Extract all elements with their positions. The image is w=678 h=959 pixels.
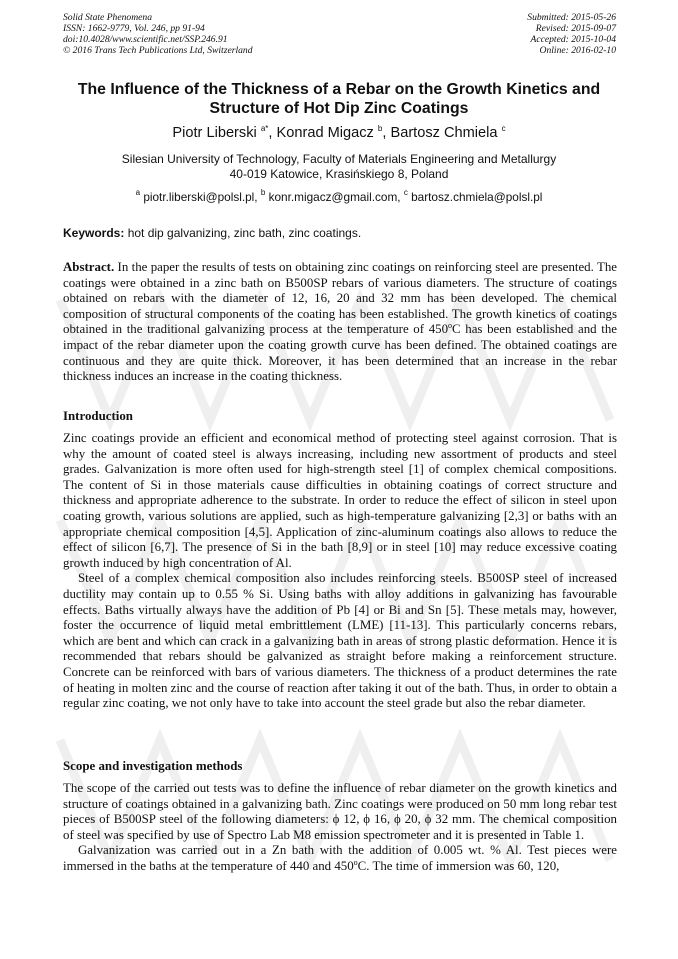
affiliation: [50, 152, 628, 182]
issn: ISSN: 1662-9779, Vol. 246, pp 91-94: [63, 23, 205, 34]
scope-paragraph: The scope of the carried out tests was to define the influence of rebar diameter on the growth kinetics and structure of coatings obtained in a galvanizing bath. Zinc coatings were produced on 50 mm long rebar test pieces of B500SP steel of the following diameters: ϕ 12, ϕ 16, ϕ 20, ϕ 32 mm. The chemical composition of steel was specified by use of Spectro Lab M8 emission spectrometer and it is presented in Table 1.: [63, 781, 617, 842]
header-right: [527, 12, 616, 56]
header-left: [63, 12, 253, 56]
journal-name: Solid State Phenomena: [63, 12, 152, 23]
accepted-date: Accepted: 2015-10-04: [530, 34, 616, 45]
submitted-date: Submitted: 2015-05-26: [527, 12, 616, 23]
author-name: Bartosz Chmiela: [390, 125, 498, 141]
email-separator: ,: [254, 190, 261, 204]
abstract-label: Abstract.: [63, 260, 115, 274]
author-affiliation-mark: c: [501, 124, 506, 133]
author-separator: ,: [382, 125, 391, 141]
email-separator: ,: [397, 190, 404, 204]
author-name: Konrad Migacz: [276, 125, 374, 141]
author-separator: ,: [268, 125, 277, 141]
introduction-heading: Introduction: [63, 409, 133, 423]
email-address[interactable]: bartosz.chmiela@polsl.pl: [411, 190, 543, 204]
scope-text-continued: C. The time of immersion was 60, 120,: [357, 858, 560, 873]
abstract: [63, 260, 617, 385]
degree-mark: o: [353, 857, 358, 867]
author-affiliation-mark: a*: [260, 124, 269, 133]
copyright: © 2016 Trans Tech Publications Ltd, Switzerland: [63, 45, 253, 56]
revised-date: Revised: 2015-09-07: [535, 23, 616, 34]
email-list: [50, 190, 628, 204]
introduction-paragraph: Zinc coatings provide an efficient and economical method of protecting steel against corrosion. That is why the amount of coated steel is always increasing, including new assortment of products and steel grades. Galvanization is more often used for high-strength steel [1] of complex chemical compositions. The content of Si in those materials cause difficulties in obtaining coatings of correct structure and thickness and appropriate adherence to the substrate. In order to reduce the effect of silicon in steel upon coating growth, various solutions are applied, such as high-temperature galvanizing [2,3] or baths with an appropriate chemical composition [4,5]. Application of zinc-aluminum coatings also allows to reduce the effect of silicon [6,7]. The presence of Si in the bath [8,9] or in steel [10] may reduce excessive coating growth induced by high concentration of Al.: [63, 431, 617, 570]
abstract-text-continued: C has been established and the impact of the rebar diameter upon the coating growth curve has been defined. The obtained coatings are continuous and they are quite thick. Moreover, it has been determined that an increase in the rebar thickness induces an increase in the coating thickness.: [63, 322, 617, 384]
scope-text: Galvanization was carried out in a Zn bath with the addition of 0.005 wt. % Al. Test pieces were immersed in the baths at the temperature of 440 and 450: [63, 843, 617, 873]
introduction-paragraph: Steel of a complex chemical composition also includes reinforcing steels. B500SP steel of increased ductility may contain up to 0.55 % Si. Using baths with alloy additions in galvanizing has favourable effects. Baths virtually always have the addition of Pb [4] or Bi and Sn [5]. These metals may, however, foster the occurrence of liquid metal embrittlement (LME) [11-13]. This particularly concerns rebars, which are bent and which can crack in a galvanizing bath in areas of strong plastic deformation. Hence it is recommended that rebars should be galvanized as straight before making a reinforcement structure. Concrete can be reinforced with bars of various diameters. The thickness of a product determines the rate of heating in molten zinc and the course of reaction after taking it out of the bath. Thus, in order to obtain a regular zinc coating, we not only have to take into account the steel grade but also the rebar diameter.: [63, 571, 617, 711]
email-address[interactable]: konr.migacz@gmail.com: [268, 190, 398, 204]
abstract-text: In the paper the results of tests on obtaining zinc coatings on reinforcing steel are presented. The coatings were obtained in a zinc bath on B500SP rebars of various diameters. The structure of coatings obtained on rebars with the diameter of 12, 16, 20 and 32 mm has been developed. The chemical composition of structural components of the coating has been established. The growth kinetics of coatings obtained in the traditional galvanizing process at the temperature of 450: [63, 260, 617, 337]
author-list: [40, 125, 638, 141]
doi: doi:10.4028/www.scientific.net/SSP.246.91: [63, 34, 228, 45]
scope-paragraph-2: [63, 843, 617, 874]
keywords: [63, 226, 623, 240]
online-date: Online: 2016-02-10: [539, 45, 616, 56]
keywords-text: hot dip galvanizing, zinc bath, zinc coatings.: [124, 226, 362, 240]
scope-heading: Scope and investigation methods: [63, 759, 243, 773]
author-affiliation-mark: b: [377, 124, 383, 133]
email-address[interactable]: piotr.liberski@polsl.pl: [143, 190, 255, 204]
introduction-section: [63, 431, 617, 712]
author-name: Piotr Liberski: [172, 125, 257, 141]
affiliation-line: 40-019 Katowice, Krasińskiego 8, Poland: [229, 167, 449, 181]
scope-section: [63, 781, 617, 875]
affiliation-line: Silesian University of Technology, Faculty of Materials Engineering and Metallurgy: [121, 152, 557, 166]
paper-title: The Influence of the Thickness of a Rebar on the Growth Kinetics and Structure of Hot Dip Zinc Coatings: [77, 81, 601, 117]
email-mark: c: [403, 188, 408, 197]
keywords-label: Keywords:: [63, 226, 125, 240]
degree-mark: o: [448, 321, 453, 331]
email-mark: a: [135, 188, 141, 197]
email-mark: b: [260, 188, 266, 197]
